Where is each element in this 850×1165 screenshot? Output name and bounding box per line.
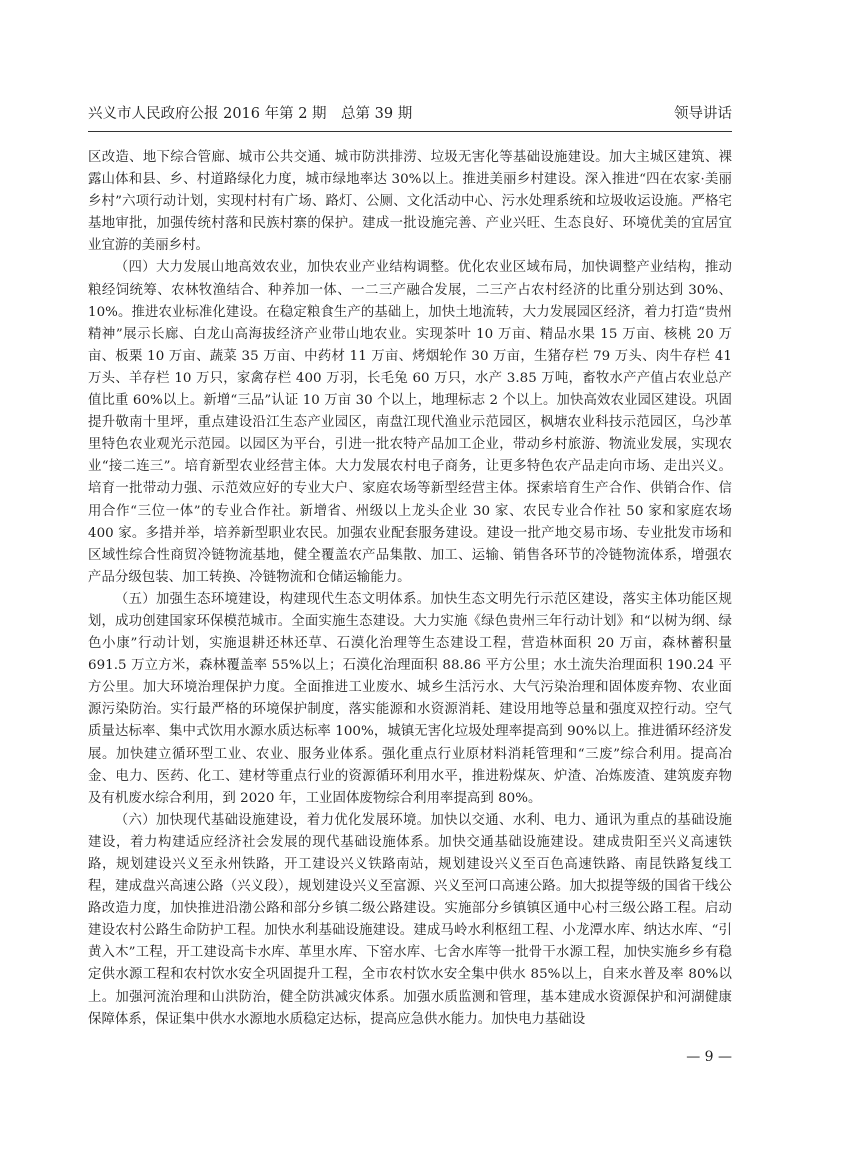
header-rule	[88, 131, 732, 132]
paragraph-text: 优化农业区域布局，加快调整产业结构，推动粮经饲统筹、农林牧渔结合、种养加一体、一二三产融合发展，二三产占农村经济的比重分别达到 30%、10%。推进农业标准化建设。在稳定粮食生产的基础上，加快土地流转，大力发展园区经济，着力打造“贵州精神”展示长廊、白龙山高海拔经济产业带山地农业。实现茶叶 10 万亩、精品水果 15 万亩、核桃 20 万亩、板栗 10 万亩、蔬菜 35 万亩、中药材 11 万亩、烤烟轮作 30 万亩，生猪存栏 79 万头、肉牛存栏 41 万头、羊存栏 10 万只，家禽存栏 400 万羽，长毛兔 60 万只，水产 3.85 万吨，畜牧水产产值占农业总产值比重 60%以上。新增“三品”认证 10 万亩 30 个以上，地理标志 2 个以上。加快高效农业园区建设。巩固提升敬南十里坪，重点建设沿江生态产业园区，南盘江现代渔业示范园区，枫塘农业科技示范园区，乌沙革里特色农业观光示范园。以园区为平台，引进一批农特产品加工企业，带动乡村旅游、物流业发展，实现农业“接二连三”。培育新型农业经营主体。大力发展农村电子商务，让更多特色农产品走向市场、走出兴义。培育一批带动力强、示范效应好的专业大户、家庭农场等新型经营主体。探索培育生产合作、供销合作、信用合作“三位一体”的专业合作社。新增省、州级以上龙头企业 30 家、农民专业合作社 50 家和家庭农场 400 家。多措并举，培养新型职业农民。加强农业配套服务建设。建设一批产地交易市场、专业批发市场和区域性综合性商贸冷链物流基地，健全覆盖农产品集散、加工、运输、销售各环节的冷链物流体系，增强农产品分级包装、加工转换、冷链物流和仓储运输能力。	[88, 260, 732, 585]
section-heading: （四）大力发展山地高效农业，加快农业产业结构调整。	[114, 260, 458, 276]
section-heading: （五）加强生态环境建设，构建现代生态文明体系。	[114, 591, 431, 607]
section-heading: （六）加快现代基础设施建设，着力优化发展环境。	[114, 812, 431, 828]
paragraph-text: 区改造、地下综合管廊、城市公共交通、城市防洪排涝、垃圾无害化等基础设施建设。加大主城区建筑、裸露山体和县、乡、村道路绿化力度，城市绿地率达 30%以上。推进美丽乡村建设。深入推进“四在农家·美丽乡村”六项行动计划，实现村村有广场、路灯、公厕、文化活动中心、污水处理系统和垃圾收运设施。严格宅基地审批，加强传统村落和民族村寨的保护。建成一批设施完善、产业兴旺、生态良好、环境优美的宜居宜业宜游的美丽乡村。	[88, 150, 732, 254]
running-header	[88, 104, 732, 132]
paragraph-4	[88, 810, 732, 1031]
paragraph-3	[88, 589, 732, 810]
paragraph-1	[88, 147, 732, 257]
page-number: — 9 —	[686, 1049, 732, 1065]
paragraph-text: 加快生态文明先行示范区建设，落实主体功能区规划，成功创建国家环保模范城市。全面实施生态建设。大力实施《绿色贵州三年行动计划》和“以树为纲、绿色小康”行动计划，实施退耕还林还草、石漠化治理等生态建设工程，营造林面积 20 万亩，森林蓄积量 691.5 万立方米，森林覆盖率 55%以上；石漠化治理面积 88.86 平方公里；水土流失治理面积 190.24 平方公里。加大环境治理保护力度。全面推进工业废水、城乡生活污水、大气污染治理和固体废弃物、农业面源污染防治。实行最严格的环境保护制度，落实能源和水资源消耗、建设用地等总量和强度双控行动。空气质量达标率、集中式饮用水源水质达标率 100%，城镇无害化垃圾处理率提高到 90%以上。推进循环经济发展。加快建立循环型工业、农业、服务业体系。强化重点行业原材料消耗管理和“三废”综合利用。提高冶金、电力、医药、化工、建材等重点行业的资源循环利用水平，推进粉煤灰、炉渣、冶炼废渣、建筑废弃物及有机废水综合利用，到 2020 年，工业固体废物综合利用率提高到 80%。	[88, 591, 732, 806]
journal-title: 兴义市人民政府公报 2016 年第 2 期 总第 39 期	[88, 106, 413, 122]
article-body	[88, 147, 732, 1031]
section-label: 领导讲话	[674, 106, 732, 122]
paragraph-text: 加快以交通、水利、电力、通讯为重点的基础设施建设，着力构建适应经济社会发展的现代基础设施体系。加快交通基础设施建设。建成贵阳至兴义高速铁路，规划建设兴义至永州铁路，开工建设兴义铁路南站，规划建设兴义至百色高速铁路、南昆铁路复线工程，建成盘兴高速公路（兴义段），规划建设兴义至富源、兴义至河口高速公路。加大拟提等级的国省干线公路改造力度，加快推进沿渤公路和部分乡镇二级公路建设。实施部分乡镇镇区通中心村三级公路工程。启动建设农村公路生命防护工程。加快水利基础设施建设。建成马岭水利枢纽工程、小龙潭水库、纳达水库、“引黄入木”工程，开工建设高卡水库、革里水库、下窑水库、七舍水库等一批骨干水源工程，加快实施乡乡有稳定供水源工程和农村饮水安全巩固提升工程，全市农村饮水安全集中供水 85%以上，自来水普及率 80%以上。加强河流治理和山洪防治，健全防洪减灾体系。加强水质监测和管理，基本建成水资源保护和河湖健康保障体系，保证集中供水水源地水质稳定达标，提高应急供水能力。加快电力基础设	[88, 812, 732, 1027]
paragraph-2	[88, 257, 732, 588]
